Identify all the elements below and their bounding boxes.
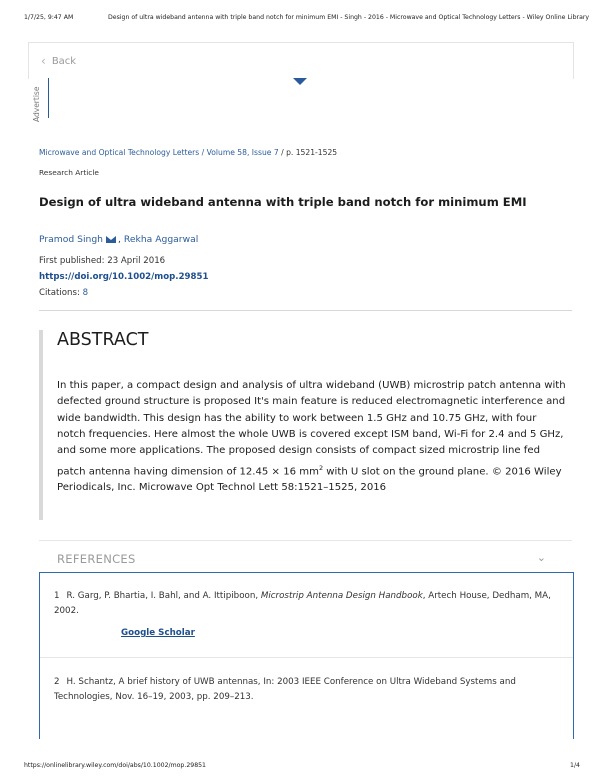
journal-link[interactable]: Microwave and Optical Technology Letters (39, 148, 200, 157)
abstract-text (57, 378, 567, 496)
reference-publisher: , Artech House, Dedham, MA, 2002. (54, 591, 551, 616)
article-title: Design of ultra wideband antenna with triple band notch for minimum EMI (39, 195, 527, 209)
journal-citation (39, 148, 337, 157)
print-url: https://onlinelibrary.wiley.com/doi/abs/10.1002/mop.29851 (24, 762, 206, 769)
print-page-title: Design of ultra wideband antenna with triple band notch for minimum EMI - Singh - 2016 - Microwave and Optical Technology Letters - Wiley Online Library (108, 14, 590, 21)
ad-divider (48, 78, 49, 118)
author-link[interactable]: Pramod Singh (39, 234, 103, 245)
reference-text: H. Schantz, A brief history of UWB antennas, In: 2003 IEEE Conference on Ultra Wideband Systems and Technologies, Nov. 16–19, 2003, pp. 209–213. (54, 677, 516, 702)
page-range: p. 1521-1525 (286, 148, 338, 157)
envelope-icon[interactable] (106, 236, 116, 243)
chevron-left-icon: ‹ (41, 54, 46, 68)
citations (39, 288, 88, 298)
back-bar (28, 42, 574, 79)
back-button[interactable] (41, 54, 76, 68)
citations-count-link[interactable]: 8 (82, 288, 89, 298)
abstract-section (39, 330, 575, 520)
doi-link[interactable]: https://doi.org/10.1002/mop.29851 (39, 272, 209, 282)
citations-label: Citations: (39, 288, 83, 298)
caret-down-icon[interactable] (293, 78, 307, 85)
author-separator: , (117, 234, 121, 245)
print-timestamp: 1/7/25, 9:47 AM (24, 14, 74, 21)
reference-authors: R. Garg, P. Bhartia, I. Bahl, and A. Ittipiboon, (66, 591, 261, 601)
abstract-superscript: 2 (318, 463, 324, 472)
first-published: First published: 23 April 2016 (39, 256, 166, 266)
references-toggle[interactable] (39, 540, 572, 575)
print-page-number: 1/4 (570, 762, 580, 769)
abstract-heading: ABSTRACT (57, 330, 149, 350)
section-divider (39, 310, 572, 311)
reference-book-title: Microstrip Antenna Design Handbook (260, 591, 423, 601)
article-type: Research Article (39, 168, 99, 177)
back-label: Back (51, 55, 77, 67)
reference-item (54, 589, 562, 619)
references-list (39, 572, 574, 739)
chevron-down-icon[interactable]: ⌄ (536, 551, 546, 564)
reference-number: 1 (54, 591, 60, 601)
reference-item (54, 675, 562, 705)
abstract-text-part1: In this paper, a compact design and analysis of ultra wideband (UWB) microstrip patch antenna with defected ground structure is proposed It's main feature is reduced electromagnetic interference and wide bandwidth. This design has the ability to work between 1.5 GHz and 10.75 GHz, with four notch frequencies. Here almost the whole UWB is covered except ISM band, Wi-Fi for 2.4 and 5 GHz, and some more applications. The proposed design consists of compact sized microstrip line fed patch antenna having dimension of 12.45 × 16 mm (57, 380, 566, 477)
reference-number: 2 (54, 677, 60, 687)
abstract-text-part2: with U slot on the ground plane. © 2016 Wiley Periodicals, Inc. Microwave Opt Technol Lett 58:1521–1525, 2016 (57, 465, 562, 494)
author-list (39, 234, 198, 245)
references-heading: REFERENCES (57, 552, 136, 566)
journal-sep: / (199, 148, 207, 157)
volume-link[interactable]: Volume 58, Issue 7 (206, 148, 279, 157)
advertisement-label: Advertise (32, 86, 41, 122)
citation-sep: / (278, 148, 287, 157)
reference-divider (40, 657, 573, 658)
google-scholar-link[interactable]: Google Scholar (121, 628, 195, 638)
advertisement-strip (28, 78, 572, 120)
author-link[interactable]: Rekha Aggarwal (123, 234, 199, 245)
